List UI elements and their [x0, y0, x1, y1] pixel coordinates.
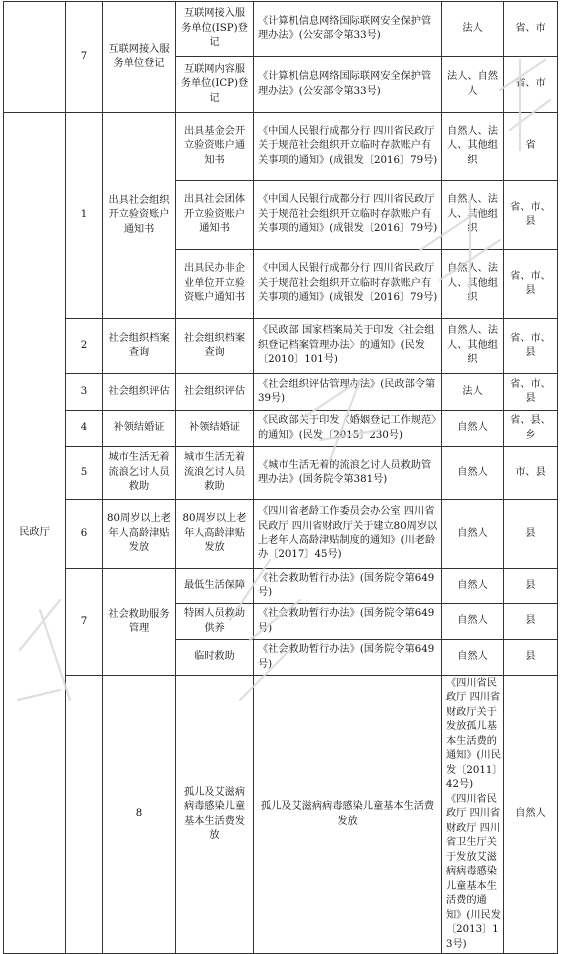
item-name: 社会救助服务管理 [103, 569, 176, 676]
sub-item-name: 社会组织档案查询 [176, 319, 254, 374]
service-object: 法人、自然人 [442, 57, 504, 113]
sub-item-name: 临时救助 [176, 640, 254, 676]
sub-item-name: 最低生活保障 [176, 569, 254, 604]
legal-basis: 《社会救助暂行办法》(国务院令第649号) [254, 569, 442, 604]
legal-basis: 《民政部 国家档案局关于印发〈社会组织登记档案管理办法〉的通知》(民发〔2010〕101号) [254, 319, 442, 374]
legal-basis: 《中国人民银行成都分行 四川省民政厅关于规范社会组织开立临时存款账户有关事项的通知》(成银发〔2016〕79号) [254, 181, 442, 250]
row-number: 7 [66, 569, 103, 676]
item-name: 孤儿及艾滋病病毒感染儿童基本生活费发放 [176, 676, 254, 954]
service-level: 县 [504, 640, 558, 676]
service-level: 市、县 [504, 447, 558, 500]
table-row [4, 2, 558, 57]
service-level: 省、市、县 [504, 319, 558, 374]
department-name: 民政厅 [4, 113, 66, 954]
item-name: 社会组织评估 [103, 374, 176, 411]
service-object: 自然人 [442, 411, 504, 447]
service-items-table [3, 1, 558, 954]
legal-basis: 《城市生活无着的流浪乞讨人员救助管理办法》(国务院令第381号) [254, 447, 442, 500]
service-object: 自然人、法人、其他组织 [442, 181, 504, 250]
legal-basis: 《民政部关于印发〈婚姻登记工作规范〉的通知》(民发〔2015〕230号) [254, 411, 442, 447]
legal-basis: 《四川省民政厅 四川省财政厅 四川省卫生厅关于发放艾滋病病毒感染儿童基本生活费的通知》(川民发〔2013〕13号) [446, 793, 501, 950]
service-object: 自然人 [442, 447, 504, 500]
service-level: 省、市、县 [504, 250, 558, 319]
legal-basis: 《四川省老龄工作委员会办公室 四川省民政厅 四川省财政厅关于建立80周岁以上老年人高龄津贴制度的通知》(川老龄办〔2017〕45号) [254, 500, 442, 569]
table-row [4, 569, 558, 604]
item-name: 出具社会组织开立验资账户通知书 [103, 113, 176, 319]
table-row [4, 500, 558, 569]
service-level: 省、县、乡 [504, 411, 558, 447]
legal-basis: 《四川省民政厅 四川省财政厅关于发放孤儿基本生活费的通知》(川民发〔2011〕42号) [446, 678, 501, 791]
service-level: 县 [504, 500, 558, 569]
row-number: 1 [66, 113, 103, 319]
service-level: 省、市、县 [504, 374, 558, 411]
sub-item-name: 孤儿及艾滋病病毒感染儿童基本生活费发放 [254, 676, 442, 954]
service-level: 省、市 [504, 57, 558, 113]
sub-item-name: 补领结婚证 [176, 411, 254, 447]
service-level: 县 [504, 569, 558, 604]
item-name: 城市生活无着流浪乞讨人员救助 [103, 447, 176, 500]
sub-item-name: 出具民办非企业单位开立验资账户通知书 [176, 250, 254, 319]
row-number: 2 [66, 319, 103, 374]
table-row [4, 113, 558, 181]
row-number: 7 [66, 2, 103, 113]
service-object: 自然人 [442, 640, 504, 676]
item-name: 80周岁以上老年人高龄津贴发放 [103, 500, 176, 569]
sub-item-name: 城市生活无着流浪乞讨人员救助 [176, 447, 254, 500]
service-object: 自然人 [504, 676, 558, 954]
service-object: 自然人、法人、其他组织 [442, 319, 504, 374]
legal-basis: 《中国人民银行成都分行 四川省民政厅关于规范社会组织开立临时存款账户有关事项的通知》(成银发〔2016〕79号) [254, 113, 442, 181]
sub-item-name: 特困人员救助供养 [176, 604, 254, 640]
row-number: 5 [66, 447, 103, 500]
service-object: 自然人、法人、其他组织 [442, 250, 504, 319]
service-level: 省、市 [504, 2, 558, 57]
legal-basis-cell [442, 676, 504, 954]
legal-basis: 《社会救助暂行办法》(国务院令第649号) [254, 604, 442, 640]
sub-item-name: 社会组织评估 [176, 374, 254, 411]
item-name: 补领结婚证 [103, 411, 176, 447]
sub-item-name: 互联网接入服务单位(ISP)登记 [176, 2, 254, 57]
row-number: 4 [66, 411, 103, 447]
row-number: 3 [66, 374, 103, 411]
service-object: 自然人 [442, 500, 504, 569]
dept-cell-continued [66, 676, 103, 954]
table-row [4, 447, 558, 500]
legal-basis: 《计算机信息网络国际联网安全保护管理办法》(公安部令第33号) [254, 57, 442, 113]
sub-item-name: 80周岁以上老年人高龄津贴发放 [176, 500, 254, 569]
service-level: 县 [504, 604, 558, 640]
table-row [4, 411, 558, 447]
sub-item-name: 出具社会团体开立验资账户通知书 [176, 181, 254, 250]
table-row [4, 319, 558, 374]
service-object: 自然人、法人、其他组织 [442, 113, 504, 181]
legal-basis: 《社会救助暂行办法》(国务院令第649号) [254, 640, 442, 676]
item-name: 社会组织档案查询 [103, 319, 176, 374]
service-object: 法人 [442, 2, 504, 57]
legal-basis: 《中国人民银行成都分行 四川省民政厅关于规范社会组织开立临时存款账户有关事项的通知》(成银发〔2016〕79号) [254, 250, 442, 319]
service-object: 自然人 [442, 569, 504, 604]
table-row [4, 676, 558, 954]
legal-basis: 《计算机信息网络国际联网安全保护管理办法》(公安部令第33号) [254, 2, 442, 57]
sub-item-name: 互联网内容服务单位(ICP)登记 [176, 57, 254, 113]
table-row [4, 374, 558, 411]
row-number: 8 [103, 676, 176, 954]
service-level: 省 [504, 113, 558, 181]
service-object: 法人 [442, 374, 504, 411]
service-level: 省、市、县 [504, 181, 558, 250]
legal-basis: 《社会组织评估管理办法》(民政部令第39号) [254, 374, 442, 411]
sub-item-name: 出具基金会开立验资账户通知书 [176, 113, 254, 181]
dept-cell-empty [4, 2, 66, 113]
service-object: 自然人 [442, 604, 504, 640]
row-number: 6 [66, 500, 103, 569]
item-name: 互联网接入服务单位登记 [103, 2, 176, 113]
